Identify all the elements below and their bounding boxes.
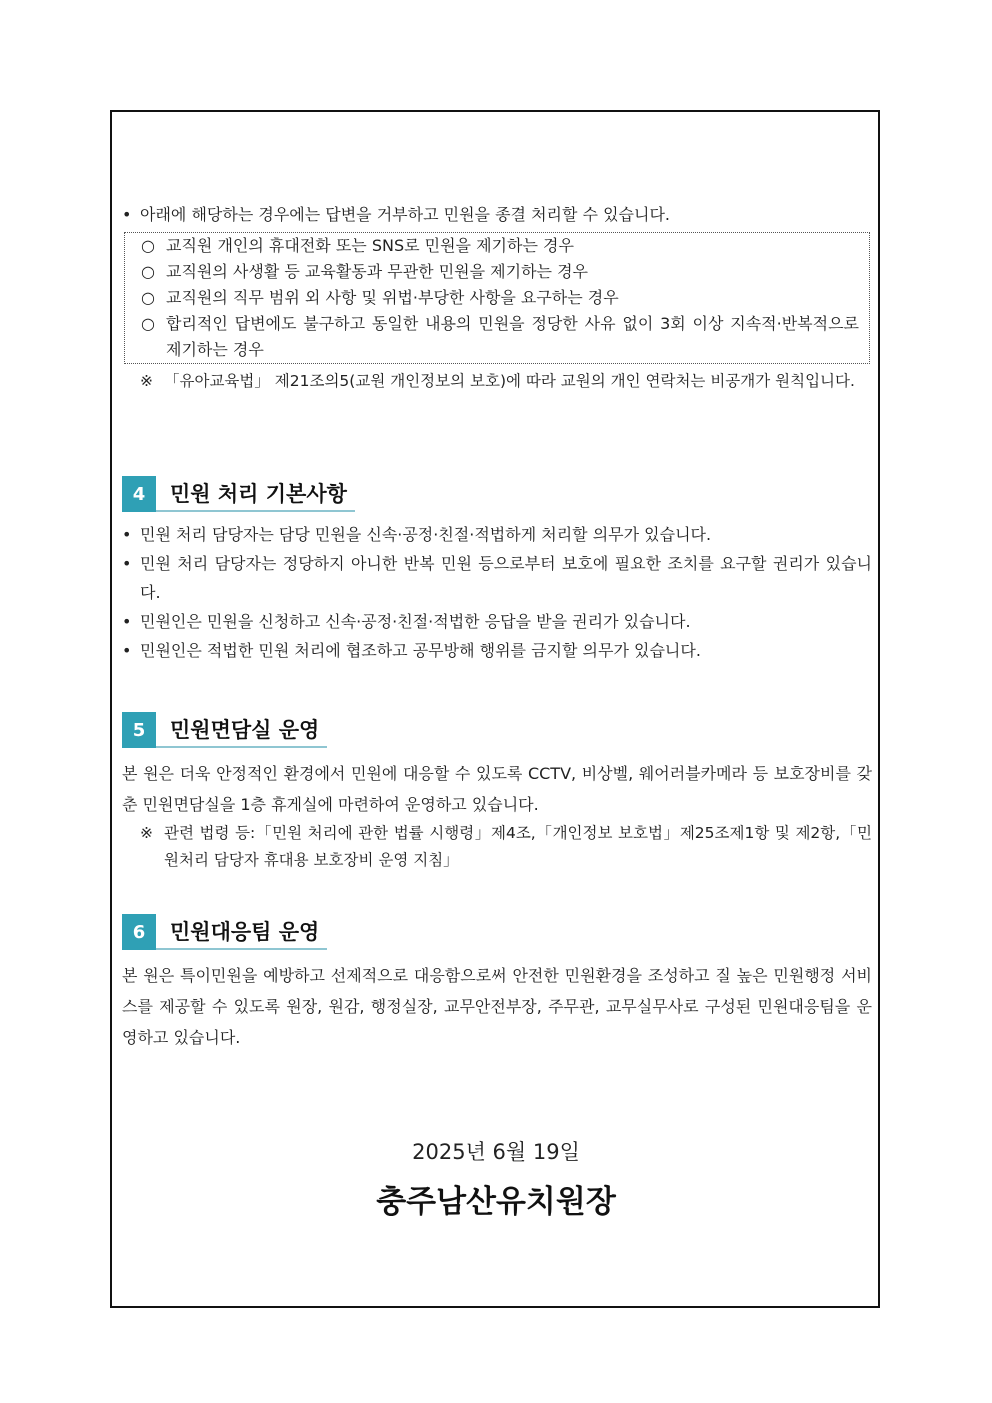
circle-icon: ○ (141, 314, 155, 333)
section-6-body: 본 원은 특이민원을 예방하고 선제적으로 대응함으로써 안전한 민원환경을 조성하고 질 높은 민원행정 서비스를 제공할 수 있도록 원장, 원감, 행정실장, 교무안전부장, 주무관, 교무실무사로 구성된 민원대응팀을 운영하고 있습니다. (122, 966, 872, 1047)
section-title: 민원 처리 기본사항 (156, 476, 355, 512)
bullet-icon: • (122, 205, 132, 224)
circle-icon: ○ (141, 236, 155, 255)
section-number: 4 (122, 476, 156, 512)
intro-note: ※ 「유아교육법」 제21조의5(교원 개인정보의 보호)에 따라 교원의 개인 연락처는 비공개가 원칙입니다. (122, 368, 872, 395)
reference-mark-icon: ※ (140, 824, 153, 842)
document-date: 2025년 6월 19일 (412, 1140, 580, 1164)
bullet-icon: • (122, 612, 132, 631)
reference-mark-icon: ※ (140, 372, 153, 390)
intro-lead: • 아래에 해당하는 경우에는 답변을 거부하고 민원을 종결 처리할 수 있습니다. (122, 200, 872, 229)
list-item: ○ 교직원 개인의 휴대전화 또는 SNS로 민원을 제기하는 경우 (141, 233, 859, 259)
section-4 (122, 476, 872, 665)
list-item: • 민원인은 적법한 민원 처리에 협조하고 공무방해 행위를 금지할 의무가 있습니다. (122, 636, 872, 665)
section-title: 민원대응팀 운영 (156, 914, 327, 950)
section-heading (122, 476, 872, 512)
refusal-cases-box (124, 232, 870, 364)
organization-signature: 충주남산유치원장 (376, 1184, 616, 1220)
section-5 (122, 712, 872, 874)
list-item: • 민원 처리 담당자는 정당하지 아니한 반복 민원 등으로부터 보호에 필요한 조치를 요구할 권리가 있습니다. (122, 549, 872, 607)
section-5-note: ※ 관련 법령 등:「민원 처리에 관한 법률 시행령」제4조,「개인정보 보호법」제25조제1항 및 제2항,「민원처리 담당자 휴대용 보호장비 운영 지침」 (122, 820, 872, 874)
section-number: 6 (122, 914, 156, 950)
bullet-icon: • (122, 641, 132, 660)
bullet-icon: • (122, 525, 132, 544)
list-item: ○ 교직원의 사생활 등 교육활동과 무관한 민원을 제기하는 경우 (141, 259, 859, 285)
section-heading (122, 914, 872, 950)
section-5-body: 본 원은 더욱 안정적인 환경에서 민원에 대응할 수 있도록 CCTV, 비상벨, 웨어러블카메라 등 보호장비를 갖춘 민원면담실을 1층 휴게실에 마련하여 운영하고 있습니다. (122, 764, 872, 814)
list-item: • 민원인은 민원을 신청하고 신속·공정·친절·적법한 응답을 받을 권리가 있습니다. (122, 607, 872, 636)
section-title: 민원면담실 운영 (156, 712, 327, 748)
list-item: • 민원 처리 담당자는 담당 민원을 신속·공정·친절·적법하게 처리할 의무가 있습니다. (122, 520, 872, 549)
circle-icon: ○ (141, 262, 155, 281)
section-number: 5 (122, 712, 156, 748)
list-item: ○ 교직원의 직무 범위 외 사항 및 위법·부당한 사항을 요구하는 경우 (141, 285, 859, 311)
section-heading (122, 712, 872, 748)
section-4-bullets (122, 520, 872, 665)
section-6 (122, 914, 872, 1053)
intro-block (122, 200, 872, 395)
list-item: ○ 합리적인 답변에도 불구하고 동일한 내용의 민원을 정당한 사유 없이 3회 이상 지속적·반복적으로 제기하는 경우 (141, 311, 859, 363)
bullet-icon: • (122, 554, 132, 573)
circle-icon: ○ (141, 288, 155, 307)
